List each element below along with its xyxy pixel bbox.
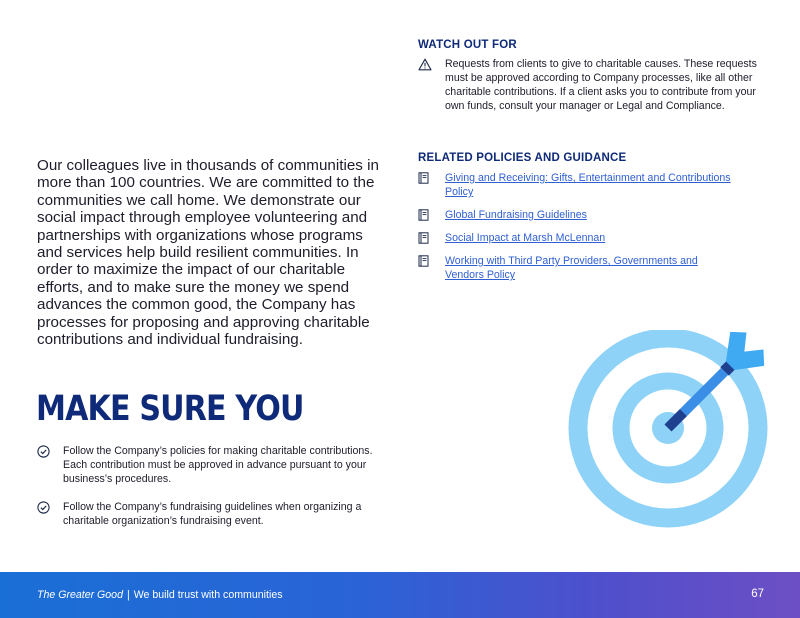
book-icon: [418, 232, 429, 244]
related-link-item: [418, 171, 738, 199]
watch-out-text: Requests from clients to give to charitable causes. These requests must be approved according to Company processes, like all other charitable contributions. If a client asks you to contribute from your own funds, consult your manager or Legal and Compliance.: [445, 58, 757, 113]
make-sure-title: MAKE SURE YOU: [36, 389, 304, 429]
footer-separator: |: [126, 589, 130, 601]
footer-subtitle: We build trust with communities: [133, 589, 283, 601]
footer-section-title: The Greater Good: [37, 589, 123, 601]
related-link-item: [418, 231, 738, 245]
related-link-item: [418, 254, 738, 282]
target-arrow-icon: [568, 330, 768, 530]
intro-paragraph: Our colleagues live in thousands of communities in more than 100 countries. We are committed to the communities we call home. We demonstrate our social impact through employee volunteering and partnerships with organizations whose programs and services help build resilient communities. In order to maximize the impact of our charitable efforts, and to make sure the money we spend advances the common good, the Company has processes for proposing and approving charitable contributions and individual fundraising.: [37, 157, 379, 349]
list-item-text: Follow the Company’s fundraising guidelines when organizing a charitable organization’s fundraising event.: [63, 501, 362, 527]
watch-out-heading: WATCH OUT FOR: [418, 39, 517, 51]
related-policies-heading: RELATED POLICIES AND GUIDANCE: [418, 152, 627, 164]
book-icon: [418, 255, 429, 267]
make-sure-list: [37, 444, 387, 542]
list-item: [37, 444, 387, 486]
check-circle-icon: [37, 445, 50, 458]
link-social-impact[interactable]: Social Impact at Marsh McLennan: [445, 232, 606, 244]
page-footer: [0, 572, 800, 618]
link-third-party-policy[interactable]: Working with Third Party Providers, Governments and Vendors Policy: [445, 255, 698, 281]
book-icon: [418, 209, 429, 221]
page-number: 67: [751, 588, 764, 600]
link-fundraising-guidelines[interactable]: Global Fundraising Guidelines: [445, 209, 587, 221]
list-item: [37, 500, 387, 528]
book-icon: [418, 172, 429, 184]
related-policies-list: [418, 171, 738, 291]
watch-out-item: [418, 57, 763, 113]
related-link-item: [418, 208, 738, 222]
check-circle-icon: [37, 501, 50, 514]
warning-triangle-icon: [418, 58, 432, 71]
footer-title: [37, 589, 283, 601]
link-gifts-policy[interactable]: Giving and Receiving: Gifts, Entertainment and Contributions Policy: [445, 172, 731, 198]
list-item-text: Follow the Company’s policies for making charitable contributions. Each contribution must be approved in advance pursuant to your business’s procedures.: [63, 445, 373, 485]
